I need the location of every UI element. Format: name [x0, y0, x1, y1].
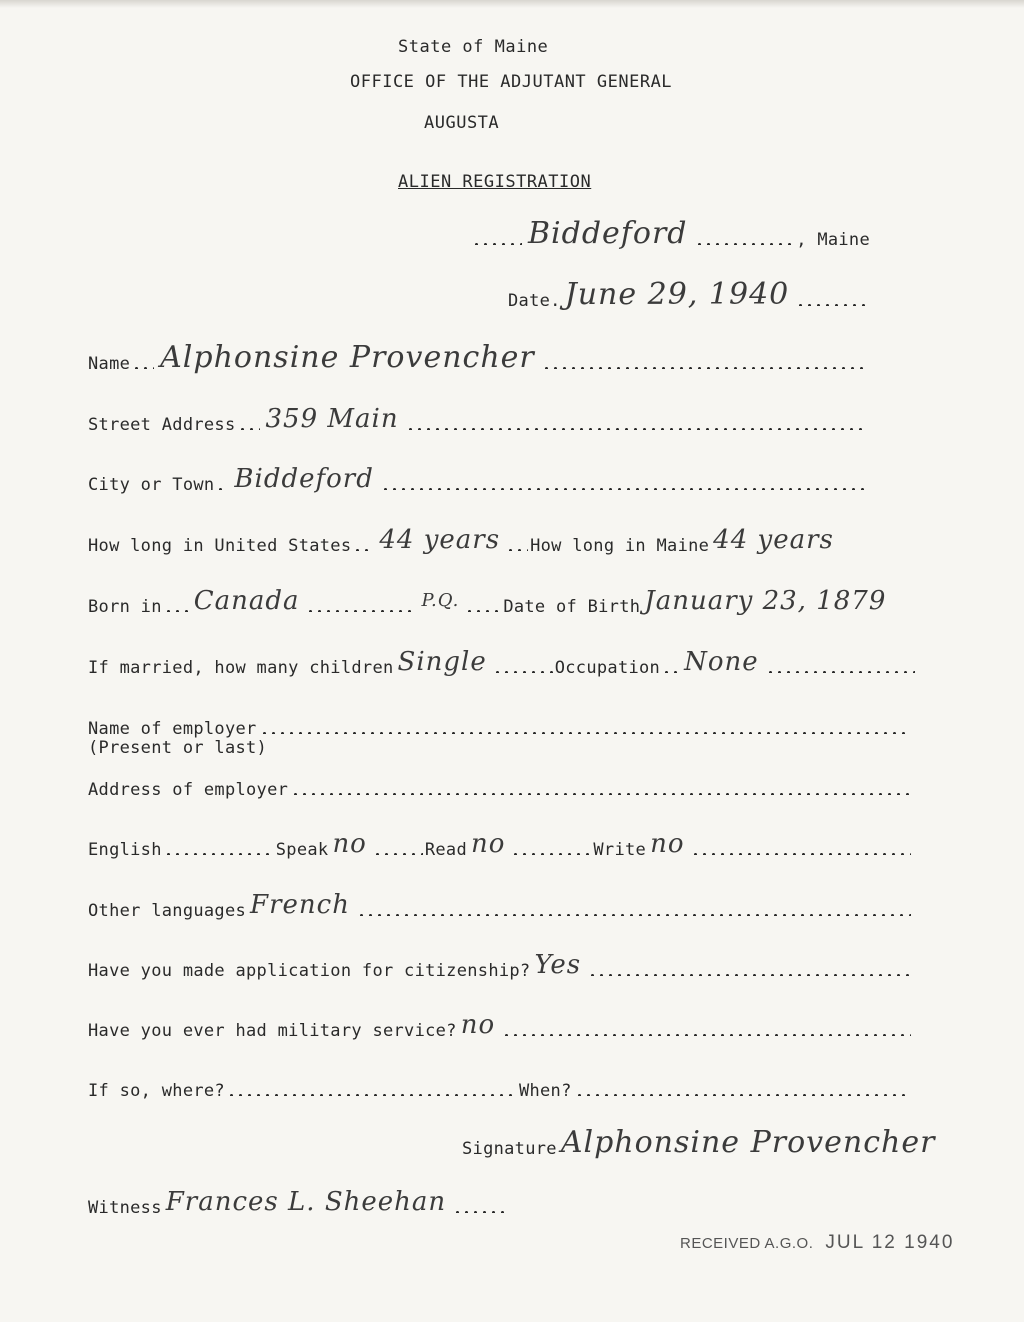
us-dots-b	[506, 549, 528, 551]
city-dots-a	[216, 488, 228, 490]
street-dots-a	[238, 428, 260, 430]
born-mark: P.Q.	[421, 590, 460, 611]
occupation-value: None	[684, 647, 759, 677]
born-dots-b	[306, 610, 416, 612]
city-line	[88, 464, 868, 495]
born-value: Canada	[193, 586, 300, 616]
name-value: Alphonsine Provencher	[160, 340, 535, 375]
city-value: Biddeford	[234, 464, 374, 494]
witness-line	[88, 1187, 508, 1218]
place-dots-2	[695, 243, 794, 245]
street-label: Street Address	[88, 415, 236, 435]
military-value: no	[460, 1010, 496, 1040]
dob-label: Date of Birth	[503, 597, 641, 617]
when-dots	[575, 1094, 911, 1096]
when-label: When?	[518, 1081, 572, 1101]
children-label: If married, how many children	[88, 658, 394, 678]
witness-label: Witness	[88, 1198, 162, 1218]
signature-line	[462, 1125, 962, 1160]
date-label: Date.	[508, 291, 561, 311]
born-label: Born in	[88, 597, 162, 617]
birth-line	[88, 586, 988, 617]
languages-line	[88, 890, 914, 921]
signature-value: Alphonsine Provencher	[560, 1125, 936, 1160]
maine-label: How long in Maine	[530, 536, 710, 556]
us-label: How long in United States	[88, 536, 352, 556]
maine-value: 44 years	[713, 525, 834, 555]
us-value: 44 years	[379, 525, 501, 555]
born-dots-a	[164, 610, 188, 612]
write-dots	[691, 853, 911, 855]
place-dots	[472, 243, 522, 245]
born-dots-c	[465, 610, 501, 612]
employer-sublabel: (Present or last)	[88, 738, 268, 758]
date-dots	[796, 304, 865, 306]
speak-dots	[373, 853, 423, 855]
read-value: no	[470, 829, 506, 859]
where-label: If so, where?	[88, 1081, 225, 1101]
us-dots-a	[353, 549, 373, 551]
occupation-label: Occupation	[554, 658, 661, 678]
place-value: Biddeford	[528, 216, 688, 251]
header-state: State of Maine	[398, 37, 549, 57]
paper-edge	[0, 0, 1024, 8]
where-line	[88, 1075, 914, 1101]
employer-label: Name of employer	[88, 719, 257, 739]
family-line	[88, 647, 918, 678]
city-label: City or Town	[88, 475, 215, 495]
name-dots	[542, 367, 865, 369]
signature-label: Signature	[462, 1139, 557, 1159]
children-dots	[493, 671, 553, 673]
header-city: AUGUSTA	[424, 113, 500, 133]
military-dots	[502, 1034, 911, 1036]
military-label: Have you ever had military service?	[88, 1021, 457, 1041]
city-dots	[381, 488, 865, 490]
dob-value: January 23, 1879	[644, 586, 887, 616]
place-suffix: , Maine	[796, 230, 870, 250]
write-value: no	[650, 829, 685, 859]
street-dots	[406, 428, 865, 430]
employer-address-label: Address of employer	[88, 780, 289, 800]
employer-address-line	[88, 774, 914, 800]
name-line	[88, 340, 868, 375]
military-line	[88, 1010, 914, 1041]
languages-dots	[357, 914, 911, 916]
citizenship-dots	[588, 974, 911, 976]
stamp-date: JUL 12 1940	[825, 1232, 955, 1253]
name-dots-a	[132, 367, 154, 369]
read-dots	[511, 853, 591, 855]
write-label: Write	[593, 840, 647, 860]
english-label: English	[88, 840, 162, 860]
employer-address-dots	[291, 793, 911, 795]
english-dots	[164, 853, 274, 855]
citizenship-label: Have you made application for citizenship?	[88, 961, 531, 981]
witness-value: Frances L. Sheehan	[165, 1187, 447, 1217]
date-value: June 29, 1940	[564, 277, 790, 312]
where-dots	[227, 1094, 517, 1096]
name-label: Name	[88, 354, 131, 374]
stamp-text: RECEIVED A.G.O.	[680, 1235, 814, 1252]
street-value: 359 Main	[265, 404, 399, 434]
english-line	[88, 829, 914, 860]
speak-value: no	[332, 829, 367, 859]
citizenship-value: Yes	[534, 950, 582, 980]
received-stamp	[680, 1232, 954, 1254]
occupation-dots	[766, 671, 915, 673]
witness-dots	[453, 1211, 505, 1213]
occupation-dots-a	[662, 671, 678, 673]
form-title: ALIEN REGISTRATION	[398, 172, 592, 192]
place-line	[470, 216, 870, 251]
citizenship-line	[88, 950, 914, 981]
languages-label: Other languages	[88, 901, 247, 921]
children-value: Single	[397, 647, 487, 677]
languages-value: French	[250, 890, 350, 920]
employer-dots	[260, 732, 911, 734]
residence-line	[88, 525, 958, 556]
street-line	[88, 404, 868, 435]
header-office: OFFICE OF THE ADJUTANT GENERAL	[350, 72, 673, 92]
date-line	[508, 277, 868, 312]
read-label: Read	[424, 840, 467, 860]
speak-label: Speak	[275, 840, 329, 860]
employer-line	[88, 713, 914, 739]
